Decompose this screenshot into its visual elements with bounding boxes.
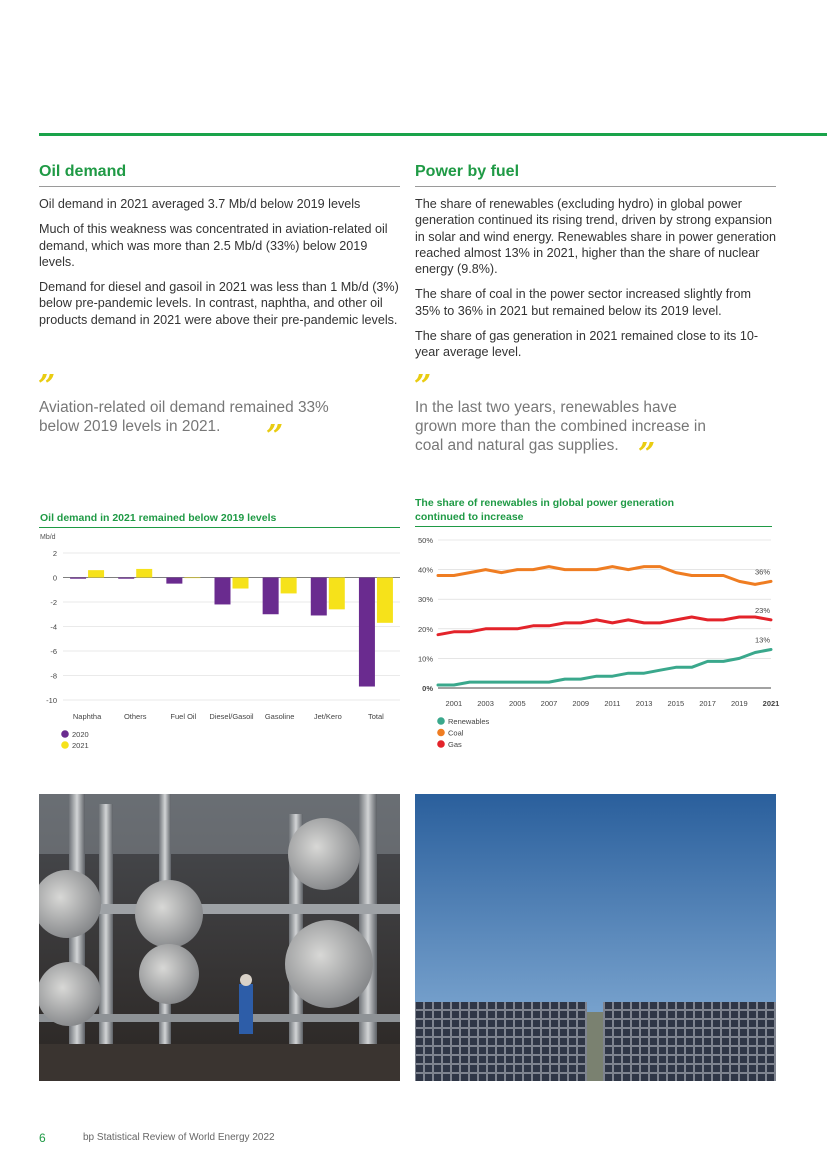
series-line-renewables xyxy=(438,650,771,686)
y-tick-label: 40% xyxy=(417,565,433,575)
paragraph: The share of gas generation in 2021 remained close to its 10-year average level. xyxy=(415,329,759,360)
y-tick-label: 2 xyxy=(52,549,57,558)
legend-label: Coal xyxy=(448,728,464,738)
x-tick-label: 2013 xyxy=(635,699,653,708)
x-tick-label: Others xyxy=(123,712,147,721)
legend-swatch xyxy=(437,717,445,725)
y-tick-label: 20% xyxy=(417,624,433,634)
y-tick-label: -2 xyxy=(50,598,57,607)
x-tick-label: Jet/Kero xyxy=(313,712,342,721)
quote-close-icon: ” xyxy=(266,419,284,454)
paragraph: Much of this weakness was concentrated in aviation-related oil demand, which was more than 2.5 Mb/d (33%) below 2019 levels. xyxy=(39,222,388,269)
end-label-renewables: 13% xyxy=(754,635,770,645)
x-tick-label: 2001 xyxy=(445,699,463,708)
y-tick-label: 30% xyxy=(417,595,433,605)
page-number: 6 xyxy=(39,1131,46,1145)
series-line-coal xyxy=(438,567,771,585)
x-tick-label: Fuel Oil xyxy=(170,712,197,721)
legend-swatch xyxy=(437,729,445,737)
chart-title-renewables: The share of renewables in global power generation continued to increase xyxy=(415,497,675,523)
paragraph: The share of renewables (excluding hydro) in global power generation continued its rising trend, driven by strong expansion in solar and wind energy. Renewables share in power generation reached almost 13% in 2021, higher than the share of nuclear energy (9.8%). xyxy=(415,197,777,277)
x-tick-label: Gasoline xyxy=(264,712,295,721)
y-axis-label: Mb/d xyxy=(40,534,56,541)
paragraph: The share of coal in the power sector increased slightly from 35% to 36% in 2021 but remained below its 2019 level. xyxy=(415,287,751,318)
x-tick-label: 2015 xyxy=(667,699,685,708)
y-tick-label: 10% xyxy=(417,654,433,664)
x-tick-label: 2017 xyxy=(699,699,716,708)
x-tick-label: 2005 xyxy=(508,699,526,708)
footer-publication: bp Statistical Review of World Energy 2022 xyxy=(83,1132,275,1143)
y-tick-label: -6 xyxy=(50,647,57,656)
y-tick-label: -4 xyxy=(50,622,57,632)
paragraph: Demand for diesel and gasoil in 2021 was less than 1 Mb/d (3%) below pre-pandemic levels. In contrast, naphtha, and other oil products demand in 2021 were above their pre-pandemic levels. xyxy=(39,280,399,327)
end-label-coal: 36% xyxy=(754,567,770,577)
pull-quote-renewables: In the last two years, renewables have grown more than the combined increase in coal and natural gas supplies. xyxy=(415,399,706,454)
quote-open-icon: ” xyxy=(414,369,432,404)
x-tick-label: Total xyxy=(368,712,384,721)
x-tick-label: 2003 xyxy=(477,699,494,708)
legend-label: 2021 xyxy=(72,741,89,750)
chart-title-oil-demand: Oil demand in 2021 remained below 2019 levels xyxy=(40,512,277,524)
y-tick-label: -10 xyxy=(46,696,57,705)
legend-label: 2020 xyxy=(72,730,89,739)
y-tick-label: 50% xyxy=(417,536,433,545)
x-tick-label: 2011 xyxy=(604,699,621,708)
section-title-power-by-fuel: Power by fuel xyxy=(415,163,776,187)
x-tick-label: 2007 xyxy=(540,699,558,708)
x-tick-label: Naphtha xyxy=(72,712,102,721)
section-title-oil-demand: Oil demand xyxy=(39,163,400,187)
y-tick-label: 0% xyxy=(422,684,433,693)
x-tick-label: 2021 xyxy=(762,699,780,708)
x-tick-label: 2009 xyxy=(572,699,590,708)
pull-quote-oil: Aviation-related oil demand remained 33% below 2019 levels in 2021. xyxy=(39,399,329,435)
end-label-gas: 23% xyxy=(754,605,770,615)
x-tick-label: 2019 xyxy=(730,699,748,708)
paragraph: Oil demand in 2021 averaged 3.7 Mb/d below 2019 levels xyxy=(39,197,361,211)
legend-label: Renewables xyxy=(448,717,490,726)
legend-label: Gas xyxy=(448,740,462,749)
refinery-photo xyxy=(39,794,400,1081)
series-line-gas xyxy=(438,617,771,635)
legend-swatch xyxy=(437,740,445,748)
y-tick-label: -8 xyxy=(50,671,57,681)
quote-open-icon: ” xyxy=(38,369,56,404)
y-tick-label: 0 xyxy=(52,573,57,583)
solar-panels-photo xyxy=(415,794,776,1081)
x-tick-label: Diesel/Gasoil xyxy=(209,712,254,721)
quote-close-icon: ” xyxy=(638,437,656,472)
